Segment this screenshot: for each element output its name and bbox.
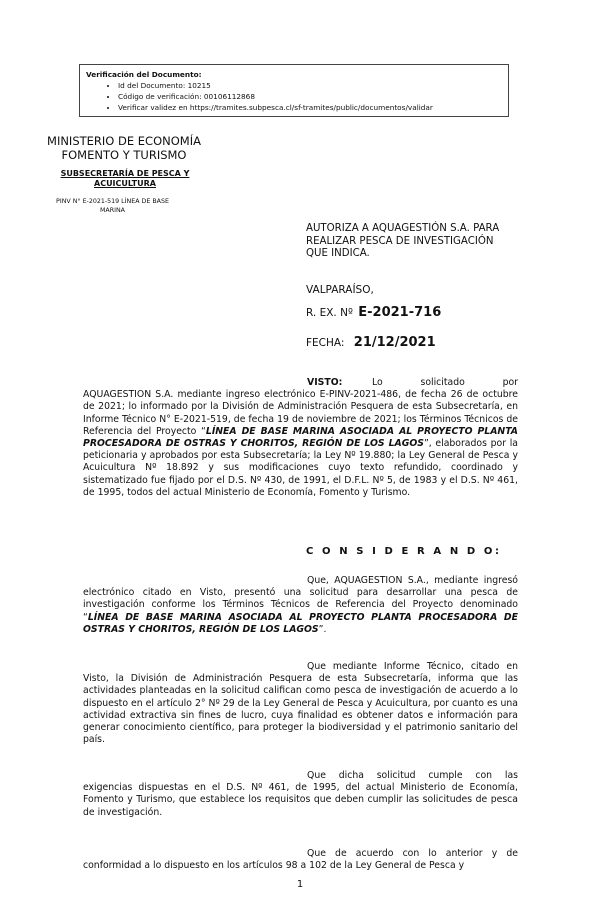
date-value: 21/12/2021 [353, 335, 436, 350]
visto-paragraph [83, 377, 518, 499]
resolution-number [306, 305, 441, 320]
paragraph-text: Que, AQUAGESTION S.A., mediante ingresó electrónico citado en Visto, presentó una solicitud para desarrollar una pesca de investigación conforme los Términos Técnicos de Referencia del Proyecto denominado “ [83, 575, 518, 623]
verification-box [79, 64, 509, 117]
visto-text: Lo solicitado por AQUAGESTION S.A. mediante ingreso electrónico E-PINV-2021-486, de fecha 26 de octubre de 2021; lo informado por la División de Administración Pesquera de esta Subsecretaría, en Informe Técnico N° E-2021-519, de fecha 19 de noviembre de 2021; los Términos Técnicos de Referencia del Proyecto “ [83, 377, 518, 437]
page-number: 1 [296, 879, 304, 890]
resolution-number-value: E-2021-716 [358, 305, 442, 320]
document-id: • Id del Documento: 10215 [118, 80, 502, 91]
subsecretaria-line: ACUICULTURA [94, 179, 156, 188]
subsecretaria-name [40, 169, 210, 189]
resolution-number-label: R. EX. Nº [306, 307, 353, 319]
resolution-date [306, 335, 436, 350]
visto-label: VISTO: [307, 377, 343, 388]
paragraph-text: ”. [318, 623, 327, 635]
considerando-paragraph-4 [83, 848, 518, 872]
verification-url[interactable]: • Verificar validez en https://tramites.subpesca.cl/sf-tramites/public/documentos/validar [118, 102, 502, 113]
ministry-line: FOMENTO Y TURISMO [61, 148, 187, 162]
pinv-reference [15, 197, 210, 215]
subsecretaria-line: SUBSECRETARÍA DE PESCA Y [60, 169, 190, 178]
considerando-heading: C O N S I D E R A N D O: [306, 546, 502, 557]
title-line: REALIZAR PESCA DE INVESTIGACIÓN [306, 235, 494, 247]
ministry-name [34, 134, 214, 162]
paragraph-text: Que de acuerdo con lo anterior y de conformidad a lo dispuesto en los artículos 98 a 102 de la Ley General de Pesca y [83, 848, 518, 872]
paragraph-text: Que mediante Informe Técnico, citado en Visto, la División de Administración Pesquera de esta Subsecretaría, informa que las actividades planteadas en la solicitud califican como pesca de investigación de acuerdo a lo dispuesto en el artículo 2° Nº 29 de la Ley General de Pesca y Acuicultura, por cuanto es una actividad extractiva sin fines de lucro, cuya finalidad es obtener datos e información para generar conocimiento científico, para proteger la biodiversidad y el patrimonio sanitario del país. [83, 661, 518, 746]
date-label: FECHA: [306, 337, 345, 349]
considerando-paragraph-2 [83, 661, 518, 746]
project-name: LÍNEA DE BASE MARINA ASOCIADA AL PROYECTO PLANTA PROCESADORA DE OSTRAS Y CHORITOS, REGIÓN DE LOS LAGOS [83, 425, 519, 450]
resolution-title [306, 223, 521, 261]
title-line: AUTORIZA A AQUAGESTIÓN S.A. PARA [306, 223, 500, 234]
title-line: QUE INDICA. [306, 248, 370, 259]
visto-text: ”, elaborados por la peticionaria y aprobados por esta Subsecretaría; la Ley Nº 19.880; la Ley General de Pesca y Acuicultura Nº 18.892 y sus modificaciones cuyo texto refundido, coordinado y sistematizado fue fijado por el D.S. Nº 430, de 1991, el D.F.L. Nº 5, de 1983 y el D.S. Nº 461, de 1995, todos del actual Ministerio de Economía, Fomento y Turismo. [83, 438, 518, 498]
considerando-paragraph-3 [83, 770, 518, 819]
ministry-line: MINISTERIO DE ECONOMÍA [47, 134, 201, 148]
verification-title: Verificación del Documento: [86, 70, 202, 79]
pinv-line: PINV N° E-2021-519 LÍNEA DE BASE [56, 198, 169, 205]
verification-list [86, 80, 502, 113]
project-name: LÍNEA DE BASE MARINA ASOCIADA AL PROYECTO PLANTA PROCESADORA DE OSTRAS Y CHORITOS, REGIÓN DE LOS LAGOS [83, 611, 518, 635]
pinv-line: MARINA [100, 207, 125, 214]
paragraph-text: Que dicha solicitud cumple con las exigencias dispuestas en el D.S. Nº 461, de 1995, del actual Ministerio de Economía, Fomento y Turismo, que establece los requisitos que deben cumplir las solicitudes de pesca de investigación. [83, 770, 518, 818]
considerando-paragraph-1 [83, 575, 518, 636]
verification-code: • Código de verificación: 00106112868 [118, 91, 502, 102]
city: VALPARAÍSO, [306, 284, 374, 296]
